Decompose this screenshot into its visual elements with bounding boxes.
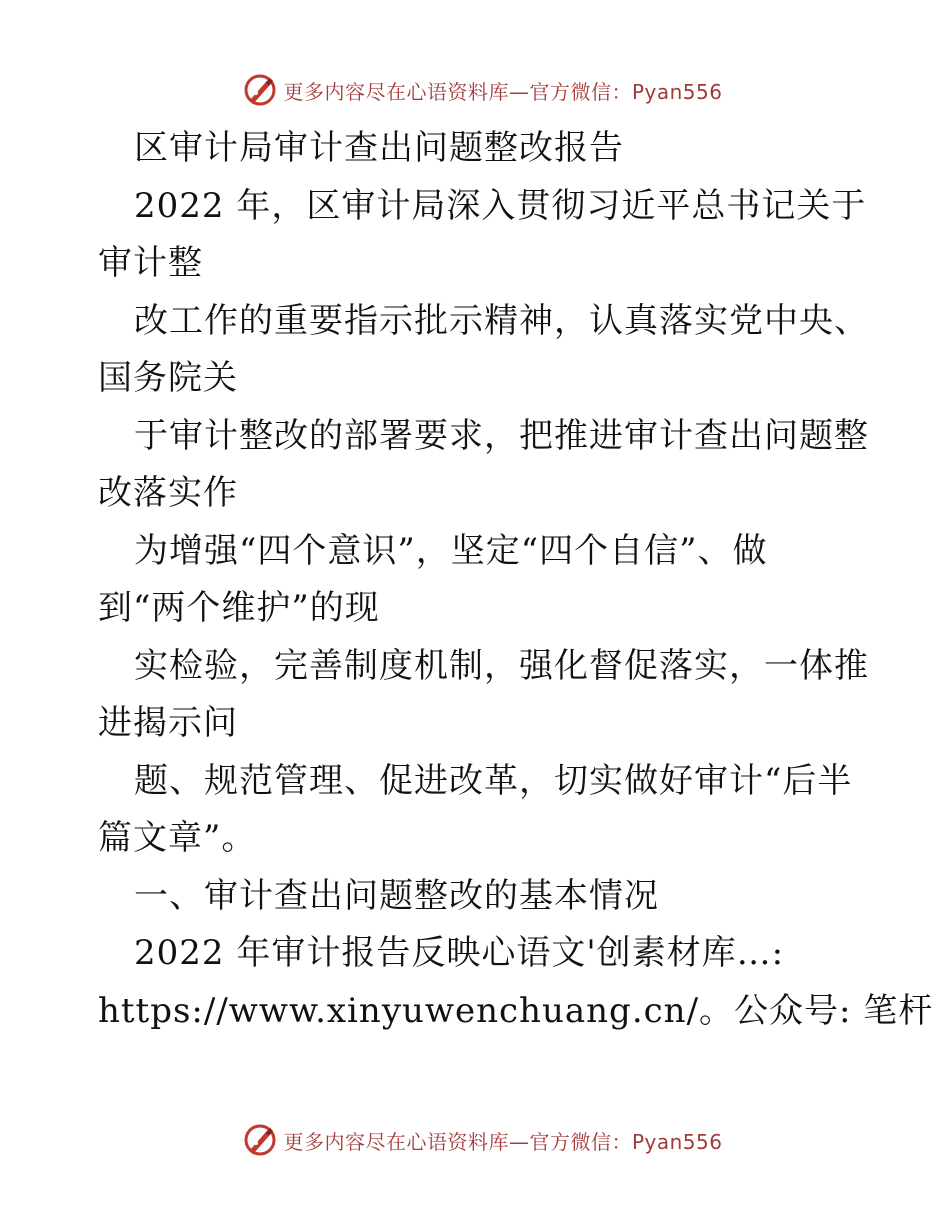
paragraph-line: 改工作的重要指示批示精神，认真落实党中央、: [134, 300, 869, 341]
paragraph-line: 审计整: [98, 243, 203, 283]
paragraph-line: 为增强“四个意识”，坚定“四个自信”、做: [134, 530, 768, 571]
paragraph-line: https://www.xinyuwenchuang.cn/。公众号: 笔杆: [98, 990, 934, 1031]
paragraph-line: 篇文章”。: [98, 818, 257, 858]
footer-banner: [0, 1120, 950, 1160]
paragraph-line: 进揭示问: [98, 703, 238, 743]
paragraph-line: 于审计整改的部署要求，把推进审计查出问题整: [134, 415, 869, 456]
paragraph-line: 题、规范管理、促进改革，切实做好审计“后半: [134, 760, 853, 801]
paragraph-line: 2022 年审计报告反映心语文'创素材库…:: [134, 933, 785, 973]
paragraph-line: 实检验，完善制度机制，强化督促落实，一体推: [134, 645, 869, 686]
paragraph-line: 2022 年，区审计局深入贯彻习近平总书记关于: [134, 185, 867, 226]
paragraph-line: 改落实作: [98, 473, 238, 513]
document-body: [98, 120, 934, 1040]
document-title: 区审计局审计查出问题整改报告: [134, 128, 624, 168]
footer-banner-text: 更多内容尽在心语资料库—官方微信：Pyan556: [283, 1129, 723, 1154]
paragraph-line: 到“两个维护”的现: [98, 588, 380, 628]
section-heading: 一、审计查出问题整改的基本情况: [134, 875, 659, 916]
header-banner: [0, 70, 950, 110]
header-banner-text: 更多内容尽在心语资料库—官方微信：Pyan556: [283, 79, 723, 104]
pen-logo-icon: [243, 73, 277, 107]
paragraph-line: 国务院关: [98, 358, 238, 398]
pen-logo-icon: [243, 1123, 277, 1157]
